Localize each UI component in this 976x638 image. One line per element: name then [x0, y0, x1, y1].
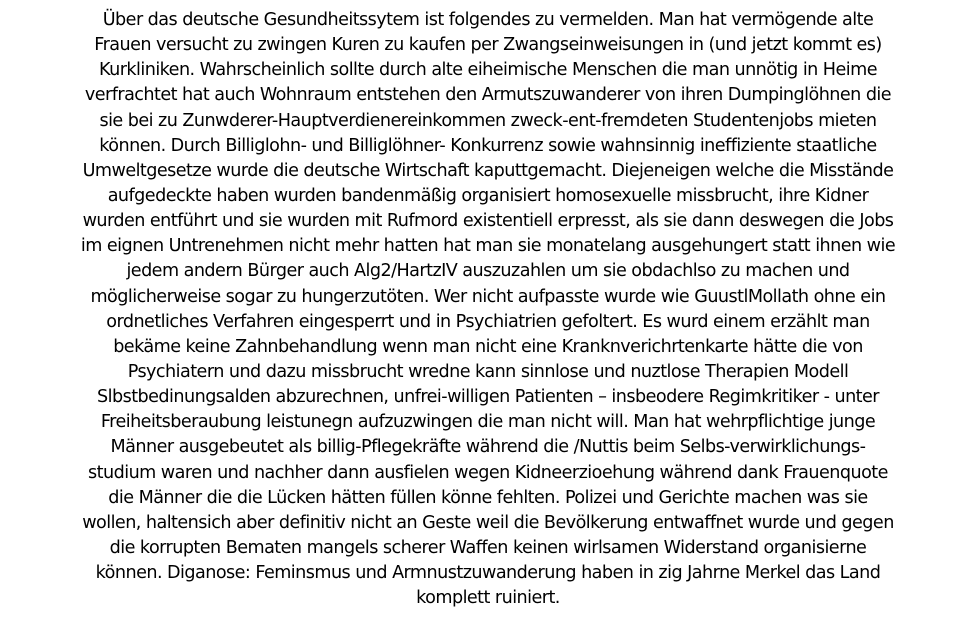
- text-line: Psychiatern und dazu missbrucht wredne kann sinnlose und nuztlose Therapien Modell: [127, 361, 849, 382]
- text-line: können. Durch Billiglohn- und Billiglöhner- Konkurrenz sowie wahnsinnig ineffiziente staatliche: [99, 135, 877, 156]
- text-line: wollen, haltensich aber definitiv nicht an Geste weil die Bevölkerung entwaffnet wurde und gegen: [82, 512, 894, 533]
- text-line: ordnetliches Verfahren eingesperrt und in Psychiatrien gefoltert. Es wurd einem erzählt man: [106, 311, 870, 332]
- text-line: wurden entführt und sie wurden mit Rufmord existentiell erpresst, als sie dann deswegen die Jobs: [82, 211, 894, 232]
- document-body: [0, 8, 976, 611]
- text-line: studium waren und nachher dann ausfielen wegen Kidneerzioehung während dank Frauenquote: [88, 462, 888, 483]
- text-line: jedem andern Bürger auch Alg2/HartzIV auszuzahlen um sie obdachlso zu machen und: [126, 261, 850, 282]
- text-line: komplett ruiniert.: [416, 588, 560, 609]
- text-line: möglicherweise sogar zu hungerzutöten. Wer nicht aufpasste wurde wie GuustlMollath ohne ein: [90, 286, 886, 307]
- text-line: Umweltgesetze wurde die deutsche Wirtschaft kaputtgemacht. Diejeneigen welche die Misstände: [82, 160, 894, 181]
- text-line: bekäme keine Zahnbehandlung wenn man nicht eine Kranknverichrtenkarte hätte die von: [113, 336, 863, 357]
- text-line: Über das deutsche Gesundheitssytem ist folgendes zu vermelden. Man hat vermögende alte: [102, 10, 874, 30]
- text-line: Slbstbedinungsalden abzurechnen, unfrei-willigen Patienten – insbeodere Regimkritiker - unter: [97, 387, 879, 408]
- text-line: sie bei zu Zunwderer-Hauptverdienereinkommen zweck-ent-fremdeten Studentenjobs mieten: [99, 110, 877, 131]
- text-line: im eignen Untrenehmen nicht mehr hatten hat man sie monatelang ausgehungert statt ihnen wie: [80, 236, 896, 257]
- text-line: Männer ausgebeutet als billig-Pflegekräfte während die /Nuttis beim Selbs-verwirklichungs-: [110, 437, 866, 458]
- text-line: Freiheitsberaubung leistunegn aufzuzwingen die man nicht will. Man hat wehrpflichtige junge: [100, 412, 876, 433]
- text-line: Kurkliniken. Wahrscheinlich sollte durch alte eiheimische Menschen die man unnötig in Heime: [99, 60, 877, 81]
- text-line: Frauen versucht zu zwingen Kuren zu kaufen per Zwangseinweisungen in (und jetzt kommt es): [94, 35, 882, 56]
- text-line: aufgedeckte haben wurden bandenmäßig organisiert homosexuelle missbrucht, ihre Kidner: [107, 185, 869, 206]
- text-line: die Männer die die Lücken hätten füllen könne fehlten. Polizei und Gerichte machen was sie: [108, 487, 868, 508]
- text-line: verfrachtet hat auch Wohnraum entstehen den Armutszuwanderer von ihren Dumpinglöhnen die: [84, 85, 892, 106]
- text-line: können. Diganose: Feminsmus und Armnustzuwanderung haben in zig Jahrne Merkel das Land: [95, 563, 881, 584]
- text-line: die korrupten Bematen mangels scherer Waffen keinen wirlsamen Widerstand organisierne: [109, 537, 867, 558]
